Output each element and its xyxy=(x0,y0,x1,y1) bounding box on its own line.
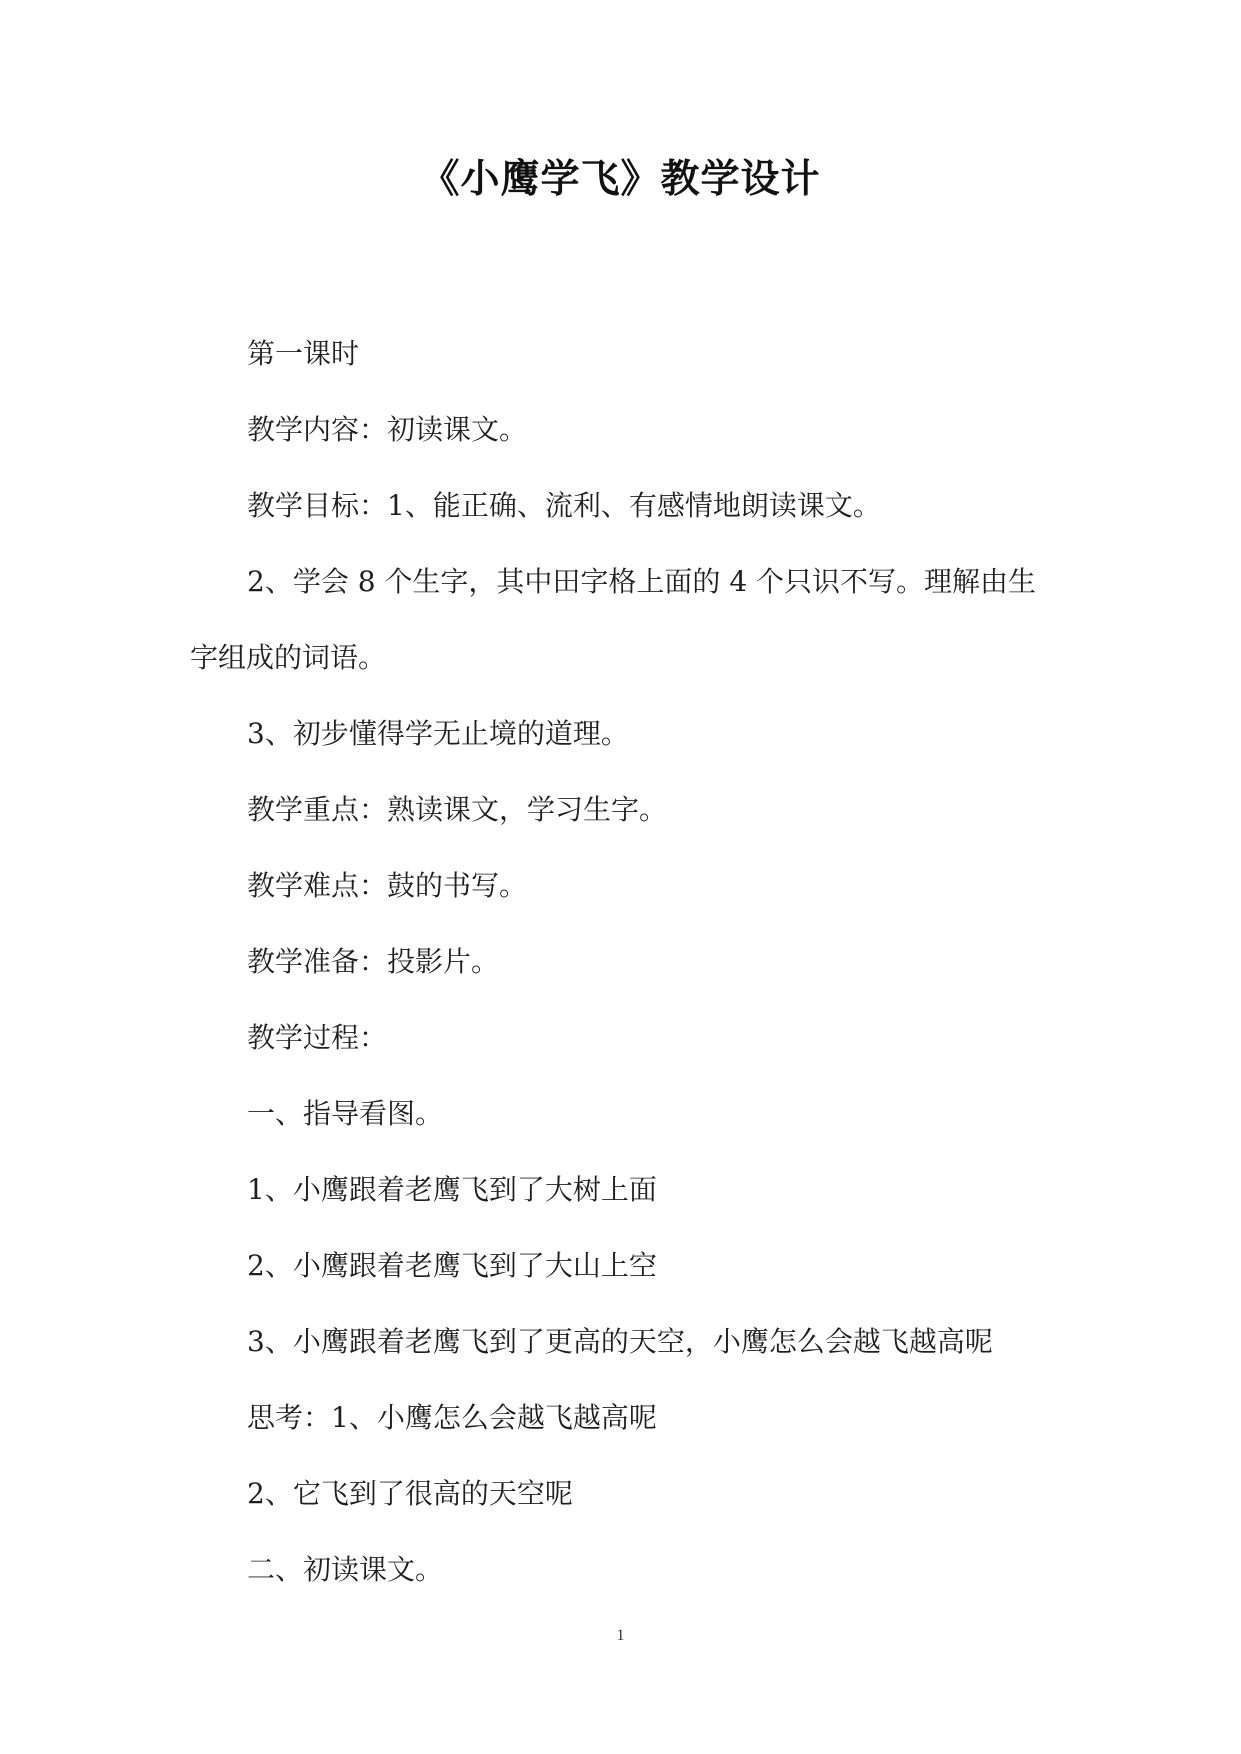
list-item: 3、小鹰跟着老鹰飞到了更高的天空，小鹰怎么会越飞越高呢 xyxy=(247,1325,993,1358)
list-item: 1、小鹰跟着老鹰飞到了大树上面 xyxy=(247,1173,657,1206)
paragraph-goal-2: 2、学会 8 个生字，其中田字格上面的 4 个只识不写。理解由生 xyxy=(247,565,1037,598)
paragraph-process: 教学过程： xyxy=(247,1021,388,1054)
section-heading-1: 一、指导看图。 xyxy=(247,1097,444,1130)
paragraph-thinking: 思考：1、小鹰怎么会越飞越高呢 xyxy=(247,1401,657,1434)
paragraph-difficulties: 教学难点：鼓的书写。 xyxy=(247,869,528,902)
list-item: 2、它飞到了很高的天空呢 xyxy=(247,1477,573,1510)
paragraph-goal-2-continued: 字组成的词语。 xyxy=(190,641,387,674)
paragraph-teaching-content: 教学内容：初读课文。 xyxy=(247,413,528,446)
list-item: 2、小鹰跟着老鹰飞到了大山上空 xyxy=(247,1249,657,1282)
paragraph-teaching-goals: 教学目标：1、能正确、流利、有感情地朗读课文。 xyxy=(247,489,881,522)
paragraph-goal-3: 3、初步懂得学无止境的道理。 xyxy=(247,717,629,750)
paragraph-key-points: 教学重点：熟读课文，学习生字。 xyxy=(247,793,668,826)
paragraph-preparation: 教学准备：投影片。 xyxy=(247,945,500,978)
paragraph-lesson-period: 第一课时 xyxy=(247,337,360,370)
page-number: 1 xyxy=(616,1627,625,1644)
document-title: 《小鹰学飞》教学设计 xyxy=(420,157,821,202)
section-heading-2: 二、初读课文。 xyxy=(247,1553,444,1586)
